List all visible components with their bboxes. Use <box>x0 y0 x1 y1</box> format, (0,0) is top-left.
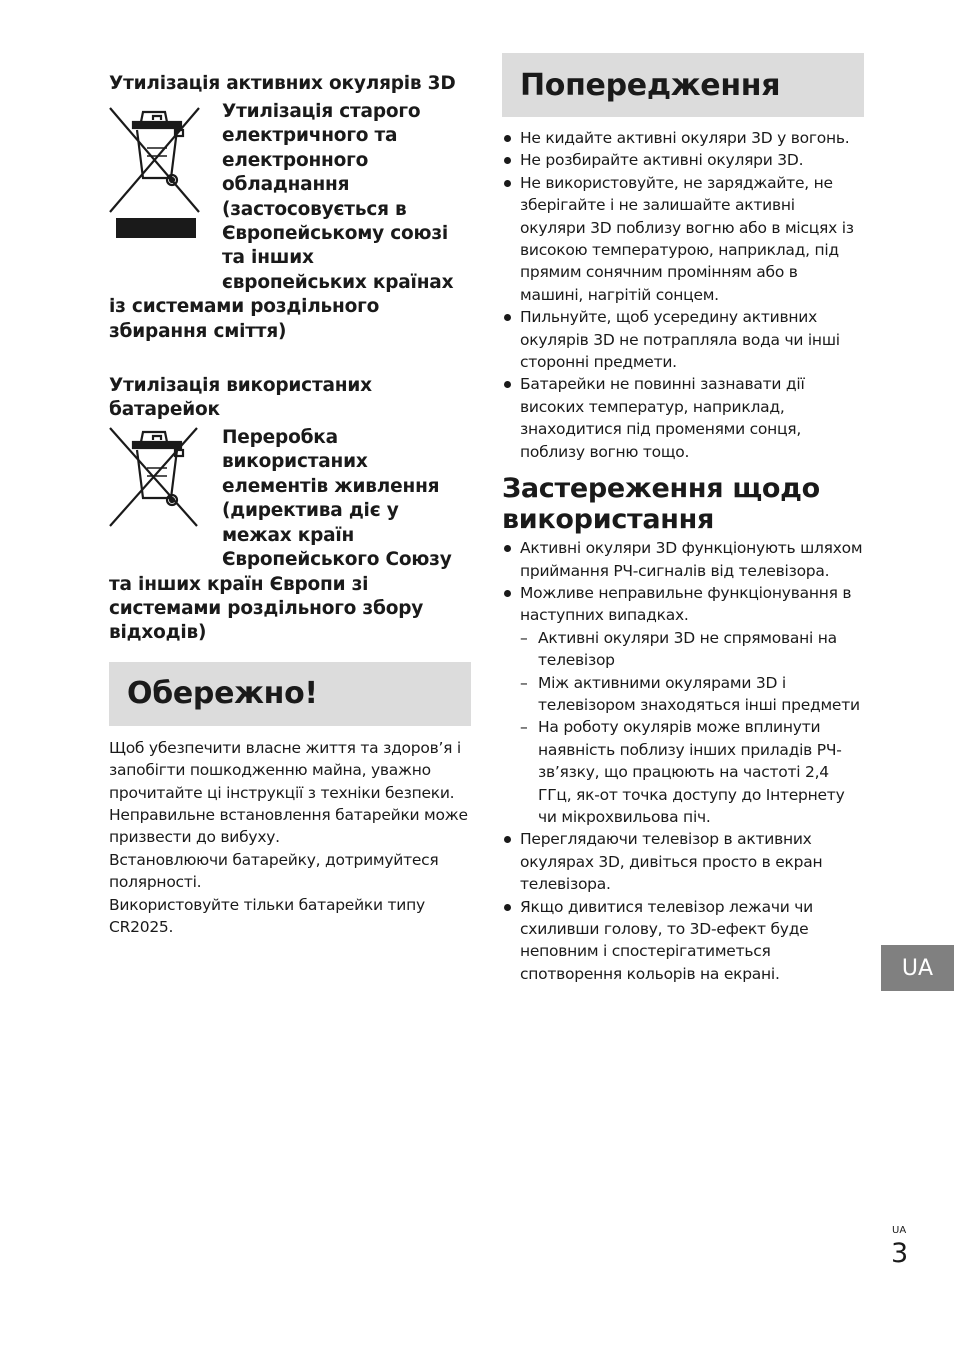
usage-subitem: – Активні окуляри 3D не спрямовані на телевізор <box>502 627 864 672</box>
caution-banner <box>109 662 471 726</box>
battery-tail-line: відходів) <box>109 622 207 644</box>
usage-item: Якщо дивитися телевізор лежачи чи схиливши голову, то 3D-ефект буде неповним і спостерігатиметься спотворення кольорів на екрані. <box>502 896 864 986</box>
usage-subitem: – Між активними окулярами 3D і телевізором знаходяться інші предмети <box>502 672 864 717</box>
usage-list-continued <box>502 828 864 985</box>
page-region-label: UA <box>892 1225 907 1236</box>
caution-text <box>109 737 471 939</box>
page-number: 3 <box>891 1238 909 1269</box>
usage-item <box>502 582 864 627</box>
weee-line: обладнання <box>222 174 350 196</box>
weee-line: електричного та <box>222 125 398 147</box>
warning-item: Пильнуйте, щоб усередину активних окулярів 3D не потрапляла вода чи інші сторонні предмети. <box>502 306 864 373</box>
weee-line: європейських країнах <box>222 271 454 293</box>
usage-item-text: Можливе неправильне функціонування в наступних випадках. <box>520 583 852 625</box>
language-tab: UA <box>881 945 954 991</box>
disposal-3d-heading: Утилізація активних окулярів 3D <box>109 73 456 94</box>
usage-list <box>502 537 864 627</box>
usage-subitem: – На роботу окулярів може вплинути наявність поблизу інших приладів РЧ-зв’язку, що працюють на частоті 2,4 ГГц, як-от точка доступу до Інтернету чи мікрохвильова піч. <box>502 716 864 828</box>
weee-block <box>109 100 471 344</box>
weee-line: Утилізація старого <box>222 101 421 122</box>
warning-item: Не використовуйте, не заряджайте, не зберігайте і не залишайте активні окуляри 3D поблизу вогню або в місцях із високою температурою, наприклад, під прямим сонячним промінням або в машині, нагрітій сонцем. <box>502 172 864 306</box>
usage-sublist <box>502 627 864 829</box>
battery-line: Європейського Союзу <box>222 549 452 571</box>
battery-line: елементів живлення <box>222 475 440 497</box>
caution-title: Обережно! <box>127 676 318 712</box>
battery-heading: Утилізація використаних батарейок <box>109 375 372 421</box>
warning-list <box>502 127 864 463</box>
battery-tail-line: та інших країн Європи зі <box>109 573 369 595</box>
caution-paragraph: Використовуйте тільки батарейки типу CR2025. <box>109 895 425 936</box>
caution-paragraph: Встановлюючи батарейку, дотримуйтеся полярності. <box>109 850 439 892</box>
left-column <box>109 72 471 938</box>
battery-line: (директива діє у <box>222 500 399 522</box>
battery-line: Переробка <box>222 427 338 449</box>
battery-line: використаних <box>222 451 368 473</box>
weee-line: (застосовується в <box>222 198 407 220</box>
weee-line: та інших <box>222 247 314 269</box>
caution-paragraph: Щоб убезпечити власне життя та здоров’я і запобігти пошкодженню майна, уважно прочитайте ці інструкції з техніки безпеки. <box>109 738 461 802</box>
weee-line: електронного <box>222 149 369 171</box>
warning-title: Попередження <box>520 67 781 103</box>
right-column <box>502 53 864 985</box>
warning-item: Не кидайте активні окуляри 3D у вогонь. <box>502 127 864 149</box>
battery-block <box>109 426 471 646</box>
warning-item: Не розбирайте активні окуляри 3D. <box>502 149 864 171</box>
warning-item: Батарейки не повинні зазнавати дії високих температур, наприклад, знаходитися під променями сонця, поблизу вогню тощо. <box>502 373 864 463</box>
battery-line: межах країн <box>222 524 355 546</box>
weee-tail-line: із системами роздільного <box>109 296 380 318</box>
usage-item: Активні окуляри 3D функціонують шляхом приймання РЧ-сигналів від телевізора. <box>502 537 864 582</box>
weee-tail-line: збирання сміття) <box>109 320 287 342</box>
crossed-wheelie-bin-icon <box>109 100 222 240</box>
caution-paragraph: Неправильне встановлення батарейки може призвести до вибуху. <box>109 805 468 847</box>
crossed-wheelie-bin-icon <box>109 426 222 532</box>
battery-tail-line: системами роздільного збору <box>109 597 424 619</box>
usage-title: Застереження щодо використання <box>502 473 820 536</box>
weee-line: Європейському союзі <box>222 223 449 245</box>
warning-banner <box>502 53 864 117</box>
usage-item: Переглядаючи телевізор в активних окулярах 3D, дивіться просто в екран телевізора. <box>502 828 864 895</box>
